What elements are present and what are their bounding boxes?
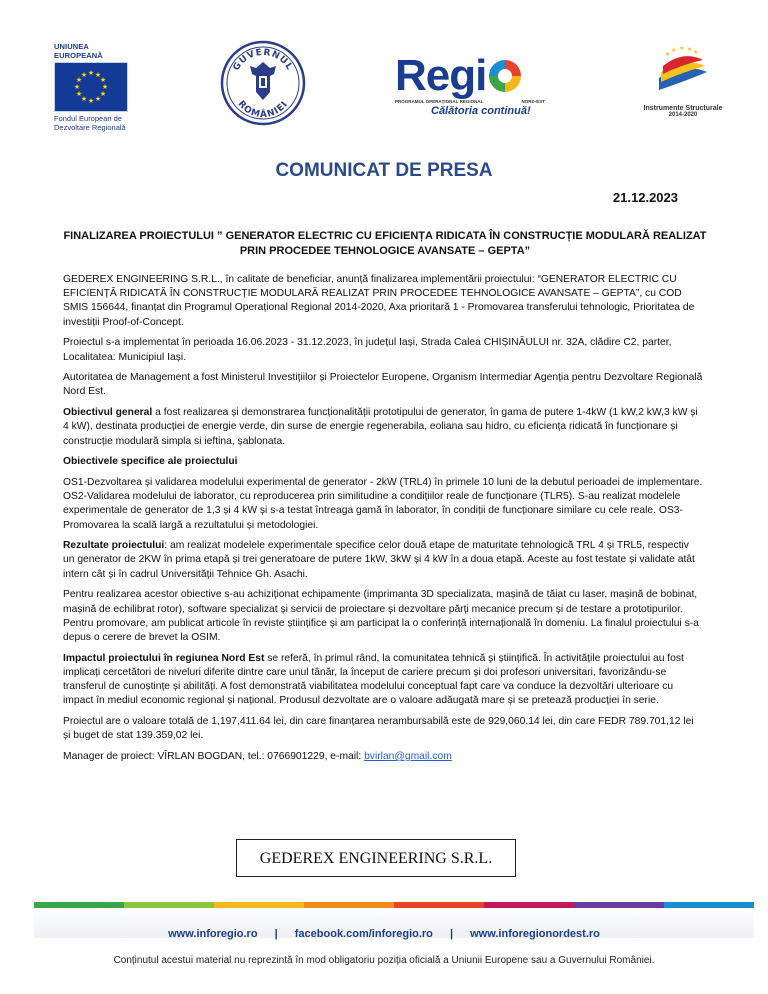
footer-link-facebook[interactable]: facebook.com/inforegio.ro: [294, 928, 433, 940]
eu-logo-sub-line1: Fondul European de: [54, 114, 122, 123]
regio-program-line: [395, 99, 545, 104]
eu-logo-sub-line2: Dezvoltare Regională: [54, 123, 126, 132]
svg-text:★: ★: [75, 90, 83, 98]
government-seal-logo: [220, 40, 306, 126]
regio-logo: [395, 51, 555, 124]
svg-text:★: ★: [679, 45, 685, 52]
press-release-body: [63, 273, 703, 771]
paragraph-specific-objectives: OS1-Dezvoltarea și validarea modelului experimental de generator - 2kW (TRL4) în primele 10 luni de la debutul perioadei de implementare. OS2-Validarea modelului de laborator, cu reproducerea prin similitudine a condițiilor reale de funcționare (TLR5). S-au realizat modelele experimentale de generator de 1,3 și 4 kW și s-a testat întreaga gamă în laborator, în condiții de funcționare similare cu cele reale. OS3-Promovarea la scală largă a rezultatului și metodologiei.: [63, 476, 703, 531]
paragraph-impact: [63, 652, 703, 709]
company-name-box: GEDEREX ENGINEERING S.R.L.: [236, 839, 516, 877]
svg-text:★: ★: [94, 95, 102, 103]
specific-objectives-heading: [63, 455, 703, 469]
svg-text:★: ★: [80, 71, 88, 79]
svg-text:★: ★: [101, 83, 109, 91]
footer-separator: |: [449, 928, 454, 940]
gov-seal-text-top: GUVERNUL: [231, 47, 295, 73]
svg-text:★: ★: [693, 49, 699, 56]
regio-slogan: Călătoria continuă!: [431, 105, 531, 117]
paragraph-general-objective: [63, 406, 703, 449]
manager-email-link[interactable]: bvirlan@gmail.com: [364, 750, 452, 762]
regio-o-icon: [487, 58, 523, 94]
svg-text:★: ★: [87, 69, 95, 77]
svg-text:★: ★: [94, 71, 102, 79]
paragraph-intro: GEDEREX ENGINEERING S.R.L., în calitate de beneficiar, anunță finalizarea implementării proiectului: “GENERATOR ELECTRIC CU EFICIENȚĂ RIDICATĂ ÎN CONSTRUCȚIE MODULARĂ REALIZAT PRIN PROCEDEE TEHNOLOGICE AVANSATE – GEPTA”, cu COD SMIS 156644, finanțat din Programul Operațional Regional 2014-2020, Axa prioritară 1 - Promovarea transferului tehnologic, Prioritatea de investiții Proof-of-Concept.: [63, 274, 695, 328]
structural-instruments-years: 2014-2020: [668, 112, 698, 118]
results-label: Rezultate proiectului: [63, 540, 165, 552]
svg-text:★: ★: [687, 46, 693, 53]
svg-text:★: ★: [75, 76, 83, 84]
results-text: : am realizat modelele experimentale specifice celor două etape de maturitate tehnologică TRL 4 și TRL5, respectiv un generator de 2KW în prima etapă și trei generatoare de putere 1kW, 3kW și 4 kW în a doua etapă. Aceste au fost testate și validate atât intern cât și în cadrul Universității Tehnice Gh. Asachi.: [63, 540, 695, 580]
paragraph-manager: [63, 750, 703, 764]
svg-text:★: ★: [73, 83, 81, 91]
svg-text:★: ★: [99, 76, 107, 84]
structural-instruments-name: Instrumente Structurale: [643, 105, 723, 112]
svg-text:★: ★: [80, 95, 88, 103]
regio-word-text: Regi: [395, 51, 487, 100]
manager-text: Manager de proiect: VÎRLAN BOGDAN, tel.: 0766901229, e-mail:: [63, 750, 365, 762]
general-objective-label: Obiectivul general: [63, 407, 153, 419]
paragraph-equipment: Pentru realizarea acestor obiective s-au achiziționat echipamente (imprimanta 3D specializata, mașină de tăiat cu laser, mașină de bobinat, mașină de echilibrat rotor), software specializat și servicii de proiectare și dezvoltare părți mecanice precum și de testare a prototipurilor. Pentru promovare, am publicat articole în reviste științifice și am participat la o conferință internațională în domeniu. La finalul proiectului s-a depus o cerere de brevet la OSIM.: [63, 589, 699, 643]
press-release-subject: FINALIZAREA PROIECTULUI ” GENERATOR ELECTRIC CU EFICIENȚA RIDICATA ÎN CONSTRUCȚIE MODULARĂ REALIZAT PRIN PROCEDEE TEHNOLOGICE AVANSATE – GEPTA”: [63, 230, 707, 257]
footer-separator: |: [274, 928, 278, 940]
paragraph-authority: Autoritatea de Management a fost Ministerul Investițiilor și Proiectelor Europene, Organism Intermediar Agenția pentru Dezvoltare Regională Nord Est.: [63, 372, 703, 398]
press-release-date: 21.12.2023: [612, 190, 678, 205]
impact-text: se referă, în primul rând, la comunitatea tehnică și științifică. În activitățile proiectului au fost implicați cercetători de niveluri diferite dintre care unul tânăr, la început de cariere precum și doi profesori universitari, favorizându-se transferul de cunoștințe și abilități. A fost demonstrată viabilitatea modelului conceptual fapt care va conduce la dezvoltări ulterioare cu impact în mediul economic regional și național. Produsul dezvoltate are o valoare adăugată mare și se pretează producției în serie.: [63, 652, 684, 707]
svg-text:★: ★: [87, 97, 95, 105]
paragraph-results: [63, 539, 703, 582]
general-objective-text: a fost realizarea și demonstrarea funcționalității prototipului de generator, în gama de putere 1-4kW (1 kW,2 kW,3 kW și 4 kW), destinata producției de energie verde, din surse de energie regenerabila, eoliana sau hidro, cu eficiența ridicată în funcționare și construcție modulară simpla si ieftina, șablonata.: [63, 407, 698, 447]
footer-links: [0, 928, 768, 940]
regio-region-text: NORD-EST: [521, 99, 545, 104]
svg-text:★: ★: [671, 47, 677, 54]
svg-text:★: ★: [99, 90, 107, 98]
structural-instruments-logo: [640, 42, 726, 132]
eu-logo: [54, 42, 130, 132]
paragraph-period: Proiectul s-a implementat în perioada 16.06.2023 - 31.12.2023, în județul Iași, Strada Calea CHIȘINĂULUI nr. 32A, clădire C2, parter, Localitatea: Municipiul Iași.: [63, 337, 672, 363]
gov-seal-text-bottom: ROMÂNIEI: [235, 99, 291, 121]
eu-logo-title: UNIUNEA EUROPEANĂ: [54, 42, 103, 60]
logo-bar: [50, 40, 723, 135]
regio-wordmark: [395, 51, 555, 100]
eu-flag-icon: [54, 62, 128, 112]
footer-link-inforegio[interactable]: www.inforegio.ro: [168, 928, 258, 940]
impact-label: Impactul proiectului în regiunea Nord Est: [63, 652, 265, 664]
footer-link-nordest[interactable]: www.inforegionordest.ro: [470, 928, 600, 940]
eu-logo-subtitle: [54, 114, 130, 132]
paragraph-value: Proiectul are o valoare totală de 1,197,411.64 lei, din care finanțarea nerambursabilă este de 929,060.14 lei, din care FEDR 789.701,12 lei și buget de stat 139.359,02 lei.: [63, 715, 694, 742]
svg-text:★: ★: [665, 51, 671, 58]
footer-disclaimer: Conținutul acestui material nu reprezintă în mod obligatoriu poziția oficială a Uniunii Europene sau a Guvernului României.: [113, 955, 655, 966]
structural-instruments-icon: [653, 42, 713, 98]
regio-program-text: PROGRAMUL OPERAȚIONAL REGIONAL: [395, 99, 484, 104]
specific-objectives-heading-text: Obiectivele specifice ale proiectului: [63, 456, 238, 468]
page-title: COMUNICAT DE PRESA: [275, 160, 493, 181]
